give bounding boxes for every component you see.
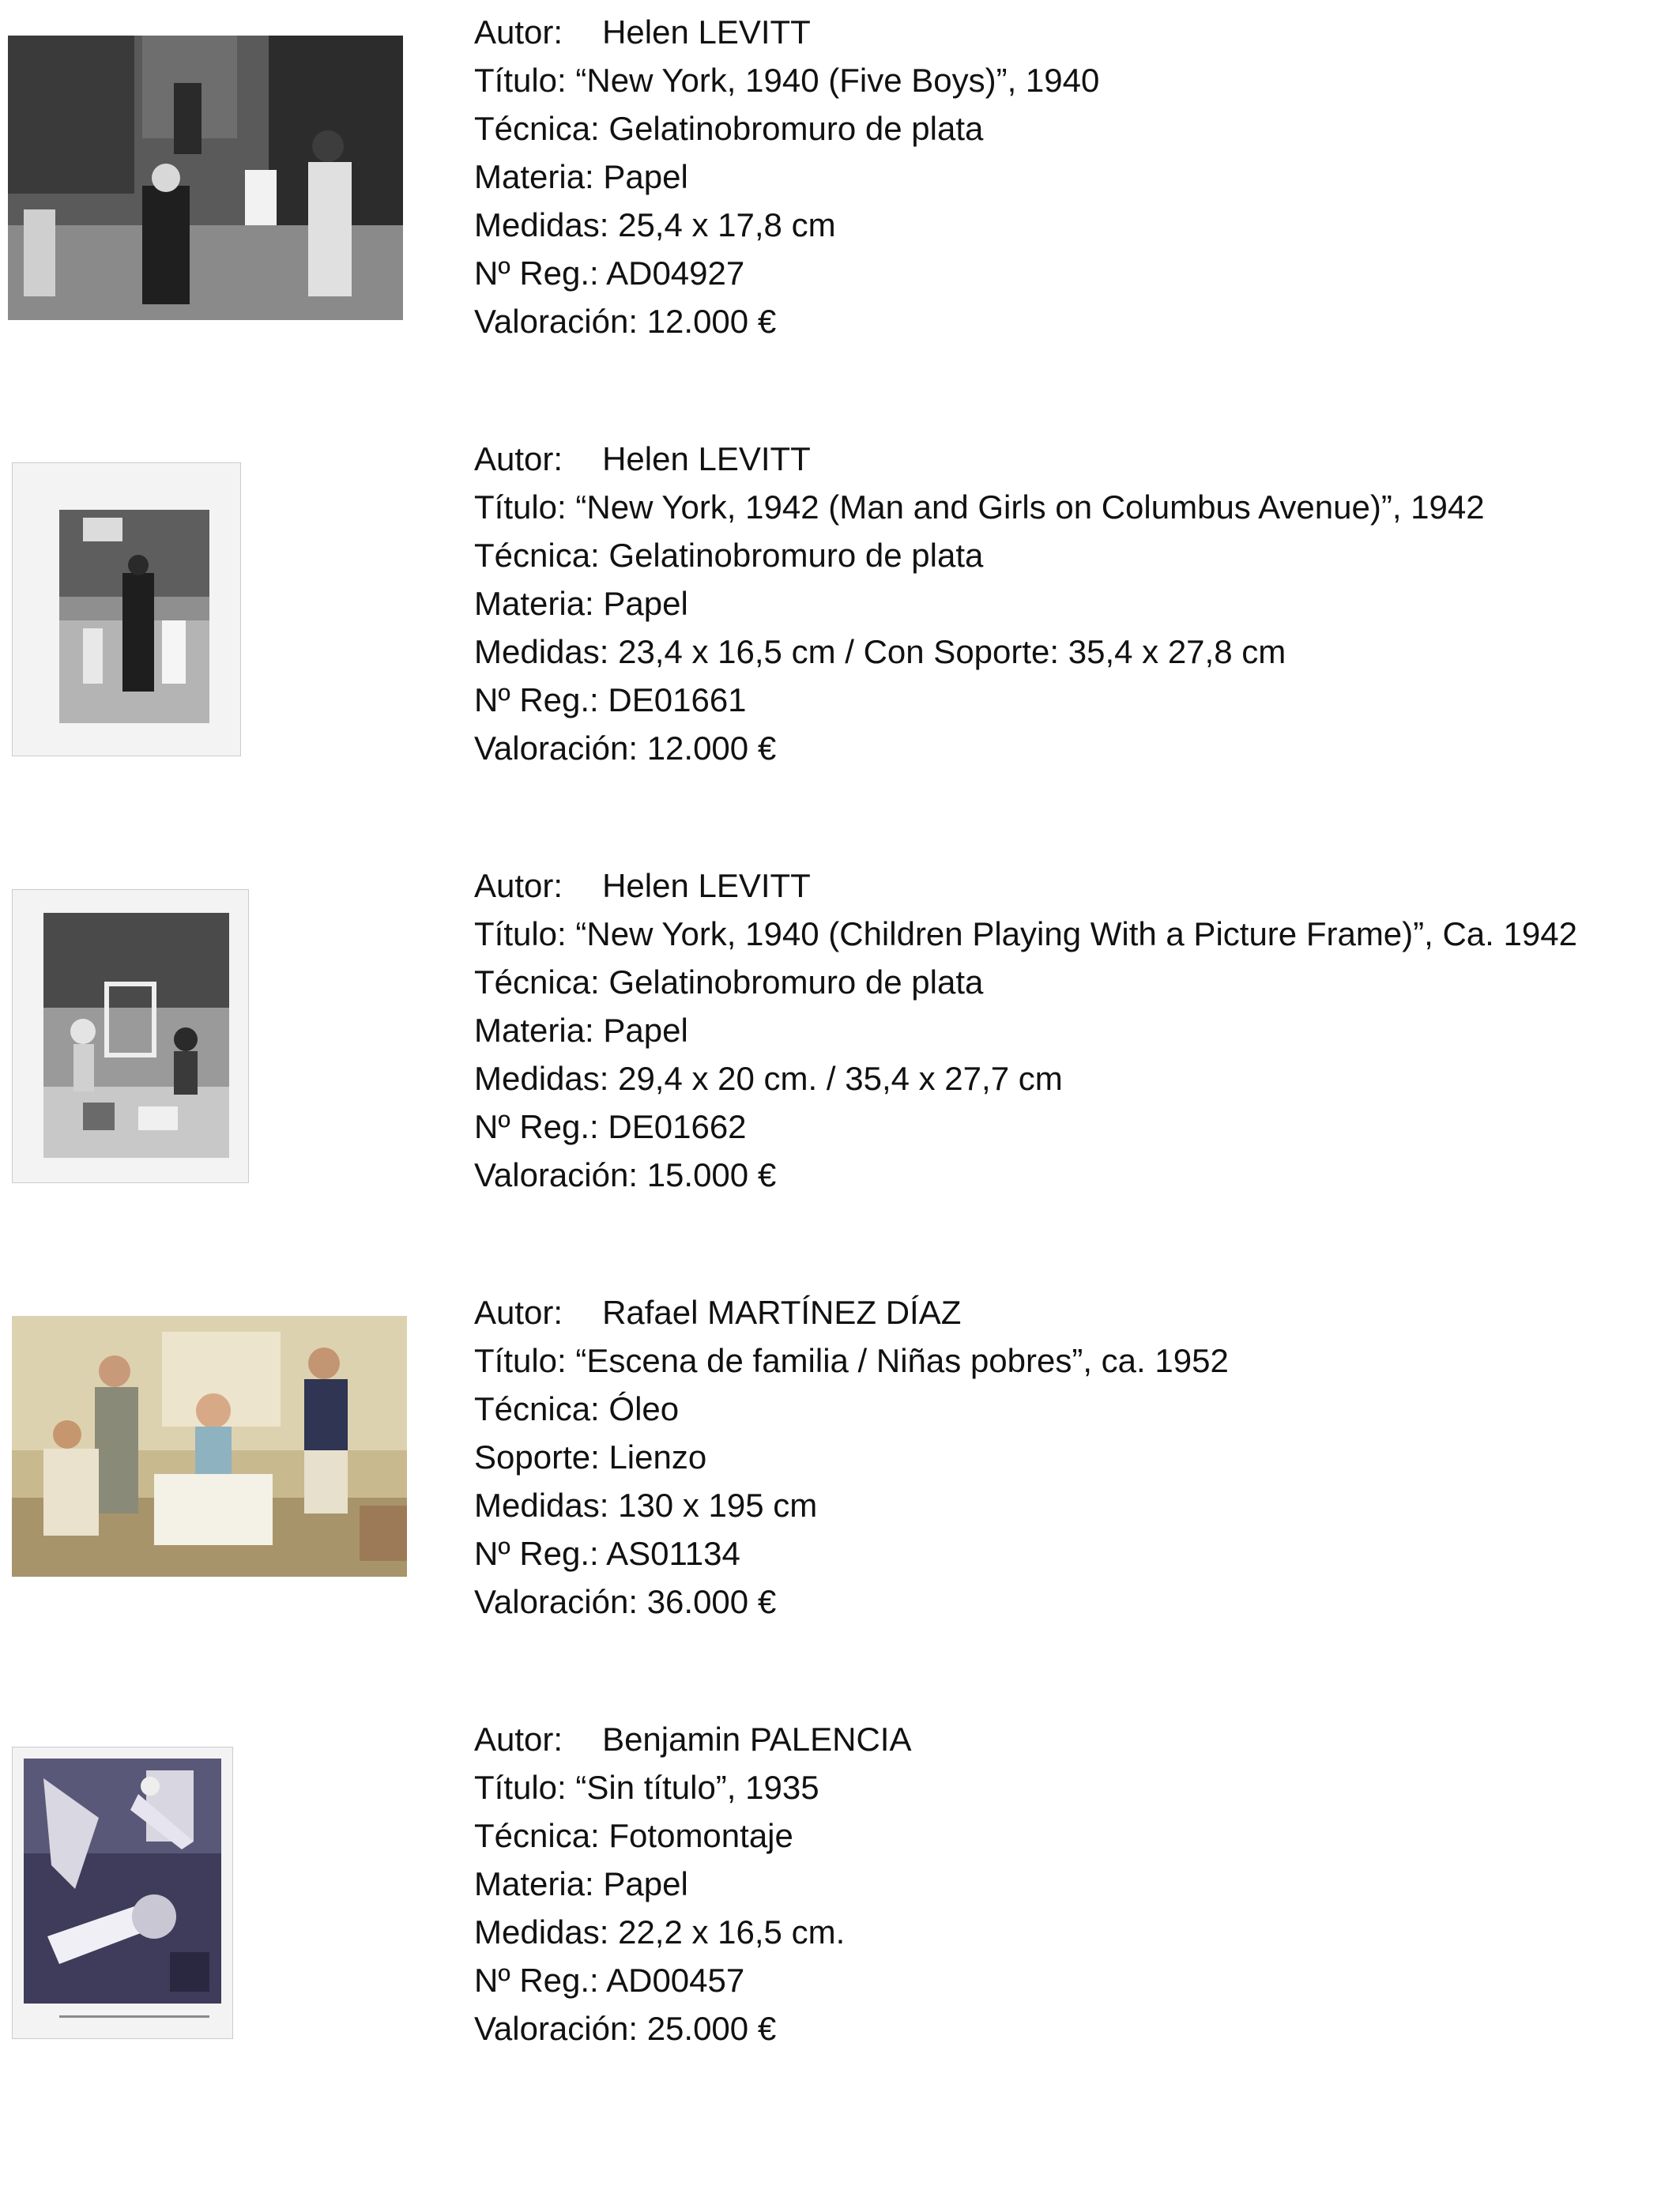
title-value: “Sin título”, 1935 [575,1769,819,1806]
dimensions-value: 25,4 x 17,8 cm [618,206,836,243]
material-line [474,1860,1675,1908]
artwork-details [474,1288,1675,1626]
valuation-line [474,724,1675,772]
technique-line [474,958,1675,1006]
technique-label: Técnica: [474,1817,600,1854]
material-line [474,153,1675,201]
material-value: Papel [603,158,688,195]
author-value: Benjamin PALENCIA [602,1721,912,1758]
dimensions-label: Medidas: [474,633,609,670]
material-line [474,1006,1675,1054]
valuation-label: Valoración: [474,1583,638,1620]
artwork-details [474,8,1675,345]
title-label: Título: [474,62,567,99]
author-value: Rafael MARTÍNEZ DÍAZ [602,1294,962,1331]
technique-value: Gelatinobromuro de plata [608,963,984,1001]
dimensions-line [474,1054,1675,1103]
artwork-thumbnail-children-picture-frame [12,889,249,1183]
valuation-value: 36.000 € [646,1583,777,1620]
material-label: Materia: [474,158,594,195]
dimensions-line [474,1908,1675,1956]
valuation-label: Valoración: [474,303,638,340]
artwork-details [474,861,1675,1199]
title-line [474,910,1675,958]
title-value: “New York, 1940 (Five Boys)”, 1940 [575,62,1100,99]
author-line [474,1288,1675,1336]
valuation-label: Valoración: [474,2010,638,2047]
registry-line [474,1103,1675,1151]
artwork-thumbnail-escena-de-familia [12,1316,407,1577]
author-label: Autor: [474,867,563,904]
dimensions-label: Medidas: [474,206,609,243]
registry-line [474,676,1675,724]
dimensions-value: 22,2 x 16,5 cm. [618,1913,846,1951]
valuation-label: Valoración: [474,729,638,767]
technique-line [474,531,1675,579]
technique-value: Gelatinobromuro de plata [608,110,984,147]
title-label: Título: [474,915,567,952]
valuation-line [474,1151,1675,1199]
support-line [474,1433,1675,1481]
registry-line [474,249,1675,297]
artwork-details [474,1715,1675,2053]
dimensions-label: Medidas: [474,1913,609,1951]
registry-value: AD04927 [606,254,745,292]
technique-label: Técnica: [474,963,600,1001]
dimensions-line [474,628,1675,676]
technique-value: Gelatinobromuro de plata [608,537,984,574]
material-label: Materia: [474,585,594,622]
author-line [474,1715,1675,1763]
technique-value: Óleo [608,1390,680,1427]
valuation-value: 12.000 € [646,303,777,340]
title-label: Título: [474,1342,567,1379]
technique-label: Técnica: [474,110,600,147]
registry-value: DE01662 [608,1108,747,1145]
registry-value: AS01134 [606,1535,740,1572]
registry-value: AD00457 [606,1962,745,1999]
material-value: Papel [603,1012,688,1049]
registry-line [474,1956,1675,2004]
registry-line [474,1529,1675,1578]
registry-label: Nº Reg.: [474,1108,599,1145]
registry-label: Nº Reg.: [474,681,599,718]
technique-line [474,1811,1675,1860]
artwork-thumbnail-five-boys [8,36,403,320]
registry-value: DE01661 [608,681,747,718]
valuation-value: 15.000 € [646,1156,777,1193]
valuation-label: Valoración: [474,1156,638,1193]
registry-label: Nº Reg.: [474,1962,599,1999]
author-value: Helen LEVITT [602,13,811,51]
support-value: Lienzo [608,1438,707,1476]
valuation-value: 25.000 € [646,2010,777,2047]
title-value: “New York, 1942 (Man and Girls on Columbus Avenue)”, 1942 [575,488,1485,526]
title-value: “New York, 1940 (Children Playing With a Picture Frame)”, Ca. 1942 [575,915,1577,952]
author-line [474,435,1675,483]
author-label: Autor: [474,1294,563,1331]
title-line [474,56,1675,104]
material-label: Materia: [474,1865,594,1902]
artwork-thumbnail-man-and-girls [12,462,241,756]
title-line [474,1763,1675,1811]
artwork-details [474,435,1675,772]
dimensions-label: Medidas: [474,1487,609,1524]
dimensions-line [474,1481,1675,1529]
material-line [474,579,1675,628]
dimensions-value: 23,4 x 16,5 cm / Con Soporte: 35,4 x 27,8 cm [618,633,1286,670]
technique-value: Fotomontaje [608,1817,793,1854]
author-label: Autor: [474,440,563,477]
author-label: Autor: [474,1721,563,1758]
dimensions-line [474,201,1675,249]
author-line [474,8,1675,56]
valuation-value: 12.000 € [646,729,777,767]
technique-line [474,104,1675,153]
author-label: Autor: [474,13,563,51]
technique-label: Técnica: [474,537,600,574]
title-label: Título: [474,488,567,526]
dimensions-value: 130 x 195 cm [618,1487,818,1524]
material-value: Papel [603,1865,688,1902]
valuation-line [474,1578,1675,1626]
title-line [474,483,1675,531]
author-line [474,861,1675,910]
author-value: Helen LEVITT [602,440,811,477]
title-label: Título: [474,1769,567,1806]
title-line [474,1336,1675,1385]
author-value: Helen LEVITT [602,867,811,904]
valuation-line [474,2004,1675,2053]
technique-line [474,1385,1675,1433]
technique-label: Técnica: [474,1390,600,1427]
support-label: Soporte: [474,1438,600,1476]
registry-label: Nº Reg.: [474,254,599,292]
valuation-line [474,297,1675,345]
title-value: “Escena de familia / Niñas pobres”, ca. 1952 [575,1342,1229,1379]
material-label: Materia: [474,1012,594,1049]
dimensions-value: 29,4 x 20 cm. / 35,4 x 27,7 cm [618,1060,1063,1097]
material-value: Papel [603,585,688,622]
dimensions-label: Medidas: [474,1060,609,1097]
registry-label: Nº Reg.: [474,1535,599,1572]
artwork-thumbnail-sin-titulo-fotomontaje [12,1747,233,2039]
